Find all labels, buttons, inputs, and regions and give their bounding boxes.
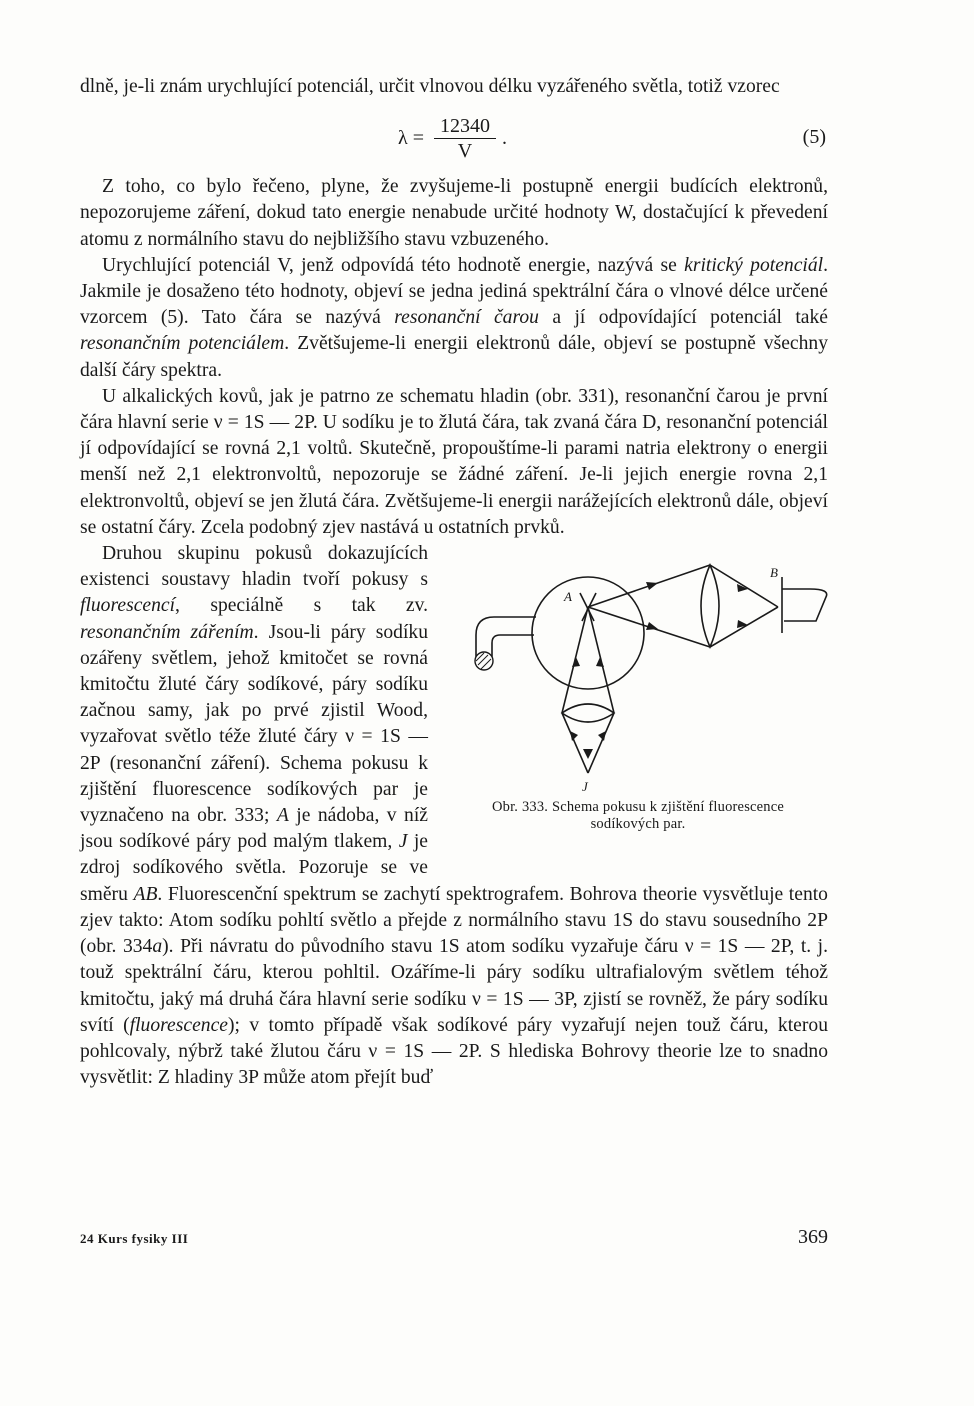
label-j: J [582, 779, 588, 795]
paragraph-1: Z toho, co bylo řečeno, plyne, že zvyšujeme-li postupně energii budících elektronů, nepozorujeme záření, dokud tato energie nenabude určité hodnoty W, dostačující k převedení atomu z normálního stavu do nejbližšího stavu vzbuzeného. [80, 176, 828, 250]
term-critical-potential: kritický potenciál [684, 254, 824, 276]
page-body [80, 74, 828, 1091]
p4-text-6: . Fluorescenční spektrum se zachytí spektrografem. Bohrova theorie vysvětluje tento zjev takto: Atom sodíku pohltí světlo a přejde z normálního stavu 1S do stavu sousedního 2P (obr. 334 [80, 883, 828, 958]
side-tube-inner [492, 635, 534, 657]
page-number: 369 [798, 1226, 828, 1248]
arrowheads [570, 582, 748, 759]
fluorescence-diagram [448, 545, 828, 795]
term-resonance-potential: resonančním potenciálem [80, 333, 285, 355]
equation-number: (5) [802, 126, 826, 149]
equation-lhs: λ = [398, 127, 424, 150]
footer-signature: 24 Kurs fysiky III [80, 1231, 189, 1246]
lens-horizontal [701, 565, 719, 647]
caption-line-2: sodíkových par. [590, 816, 686, 833]
p4-text-7: ). Při návratu do původního stavu 1S atom sodíku vyzařuje čáru ν = 1S — 2P, t. j. touž spektrální čáru, kterou pohltil. Ozáříme-li páry sodíku ultrafialovým světlem téhož kmitočtu, jaký má druhá čára hlavní serie sodíku ν = 1S — 3P, zjistí se rovněž, že páry sodíku svítí ( [80, 936, 829, 1036]
tube-end-hatched [475, 652, 493, 670]
symbol-a-small: a [152, 936, 163, 958]
equation-denominator: V [457, 140, 473, 163]
p4-text-8: ); v tomto případě však sodíkové páry vyzařují nejen touž čáru, kterou pohlcovaly, nýbrž také žlutou čáru ν = 1S — 2P. S hlediska Bohrovy theorie lze to snadno vysvětlit: Z hladiny 3P může atom přejít buď [80, 1014, 828, 1089]
lens-vertical [562, 704, 614, 722]
equation-trail: . [501, 127, 507, 150]
term-resonance-line: resonanční čarou [394, 307, 539, 329]
p2-text-4: . Zvětšujeme-li energii elektronů dále, objeví se postupně všechny další čáry spektra. [80, 333, 828, 381]
paragraph-2 [80, 253, 828, 384]
spectrograph-outline [782, 589, 827, 621]
symbol-a: A [276, 805, 289, 827]
equation [398, 114, 507, 163]
p4-text-4: je nádoba, v níž jsou sodíkové páry pod malým tlakem, [80, 805, 428, 853]
equation-row [80, 104, 828, 174]
paragraph-intro: dlně, je-li znám urychlující potenciál, určit vlnovou délku vyzářeného světla, totiž vzorec [80, 76, 780, 97]
page-footer [80, 1226, 828, 1249]
equation-numerator: 12340 [434, 114, 496, 139]
cross-line-1 [580, 593, 594, 621]
p4-text-2: , speciálně s tak zv. [175, 595, 428, 617]
p2-text-3: a jí odpovídající potenciál také [538, 307, 828, 329]
p4-text-5: je zdroj sodíkového světla. Pozoruje se ve směru [80, 831, 428, 905]
figure-section [80, 541, 828, 1091]
side-tube-outer [476, 617, 536, 657]
p2-text-1: Urychlující potenciál V, jenž odpovídá této hodnotě energie, nazývá se [102, 254, 685, 276]
ray-lower-2 [710, 607, 778, 647]
term-fluorescence-2: fluorescence [129, 1014, 228, 1036]
paragraph-3: U alkalických kovů, jak je patrno ze schematu hladin (obr. 331), resonanční čarou je první čára hlavní serie ν = 1S — 2P. U sodíku je to žlutá čára, tak zvaná čára D, resonanční potenciál jí odpovídající se rovná 2,1 voltů. Skutečně, propouštíme-li parami natria elektrony o energii menší než 2,1 elektronvoltů, nepozoruje se žádné záření. Je-li jejich energie rovna 2,1 elektronvoltů, objeví se jen žlutá čára. Zvětšujeme-li energii narážejících elektronů dále, objeví se ostatní čáry. Zcela podobný zjev nastává u ostatních prvků. [80, 385, 828, 538]
p4-text-1: Druhou skupinu pokusů dokazujících existenci soustavy hladin tvoří pokusy s [80, 543, 428, 591]
term-resonance-radiation: resonančním zářením [80, 621, 254, 643]
p4-text-3: . Jsou-li páry sodíku ozářeny světlem, jehož kmitočet se rovná kmitočtu žluté čáry sodíkové, páry sodíku začnou samy, jak po prvé zjistil Wood, vyzařovat světlo téže žluté čáry ν = 1S — 2P (resonanční záření). Schema pokusu k zjištění fluorescence sodíkových par je vyznačeno na obr. 333; [80, 621, 429, 827]
caption-line-1: Obr. 333. Schema pokusu k zjištění fluorescence [491, 799, 785, 816]
term-fluorescence: fluorescencí [80, 595, 176, 617]
label-b: B [770, 565, 778, 581]
label-a: A [564, 589, 572, 605]
symbol-ab: AB [133, 883, 158, 905]
ray-upper-2 [710, 565, 778, 607]
equation-fraction [434, 114, 496, 163]
figure-caption [448, 799, 828, 833]
figure-333 [448, 545, 828, 863]
p2-text-2: . Jakmile je dosaženo této hodnoty, objeví se jedna jediná spektrální čára o vlnové délce určené vzorcem (5). Tato čára se nazývá [80, 254, 828, 329]
symbol-j: J [398, 831, 408, 853]
